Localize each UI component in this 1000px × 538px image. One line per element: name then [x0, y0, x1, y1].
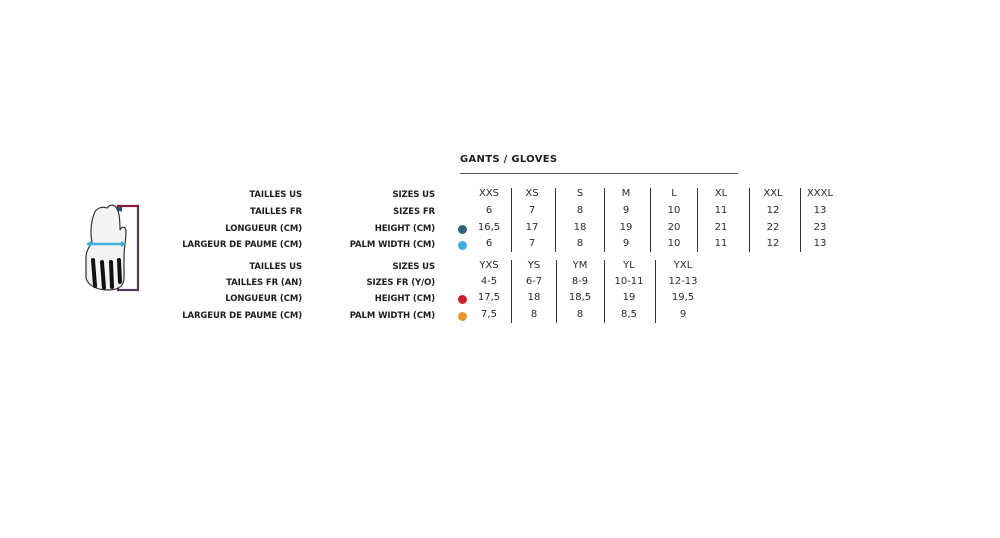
table-cell: XXL [763, 188, 783, 199]
table-cell: YL [623, 260, 635, 271]
table-cell: 10 [667, 238, 681, 249]
table-cell: 8 [576, 205, 584, 216]
table-cell: 23 [813, 222, 827, 233]
table-cell: 11 [714, 238, 728, 249]
table-cell: YS [527, 260, 541, 271]
table-cell: 13 [813, 205, 827, 216]
adult-label-fr: TAILLES FR [250, 207, 302, 217]
table-cell: 4-5 [480, 276, 498, 287]
youth-label-fr: TAILLES FR (AN) [226, 278, 302, 288]
table-cell: 6-7 [525, 276, 543, 287]
column-separator [511, 260, 512, 323]
table-cell: 12 [766, 205, 780, 216]
table-cell: 10 [667, 205, 681, 216]
table-cell: 18,5 [568, 292, 592, 303]
table-cell: 22 [766, 222, 780, 233]
column-separator [604, 188, 605, 252]
table-cell: 20 [667, 222, 681, 233]
column-separator [555, 188, 556, 252]
youth-label-en: SIZES FR (Y/O) [366, 278, 435, 288]
table-cell: 9 [622, 238, 630, 249]
table-cell: XL [714, 188, 728, 199]
adult-label-en: PALM WIDTH (CM) [349, 240, 435, 250]
youth-label-en: PALM WIDTH (CM) [349, 311, 435, 321]
table-cell: YXS [479, 260, 499, 271]
table-cell: 8-9 [571, 276, 589, 287]
table-cell: 12 [766, 238, 780, 249]
youth-label-fr: TAILLES US [249, 262, 302, 272]
adult-label-en: HEIGHT (CM) [374, 224, 435, 234]
table-cell: M [621, 188, 631, 199]
table-cell: 8,5 [621, 309, 637, 320]
table-cell: 8 [576, 309, 584, 320]
table-cell: 12-13 [668, 276, 698, 287]
adult-label-fr: LARGEUR DE PAUME (CM) [182, 240, 302, 250]
adult-label-en: SIZES FR [393, 207, 435, 217]
table-cell: 18 [573, 222, 587, 233]
column-separator [556, 260, 557, 323]
title-rule [460, 173, 738, 174]
table-cell: S [576, 188, 584, 199]
table-cell: 10-11 [614, 276, 644, 287]
adult-label-fr: TAILLES US [249, 190, 302, 200]
table-cell: 11 [714, 205, 728, 216]
table-cell: 8 [576, 238, 584, 249]
adult-label-en: SIZES US [392, 190, 435, 200]
table-cell: YXL [673, 260, 693, 271]
table-cell: 17,5 [477, 292, 501, 303]
column-separator [511, 188, 512, 252]
table-cell: XXXL [806, 188, 834, 199]
adult-height-dot [458, 225, 467, 234]
youth-label-en: SIZES US [392, 262, 435, 272]
column-separator [697, 188, 698, 252]
table-cell: 9 [679, 309, 687, 320]
adult-palm-dot [458, 241, 467, 250]
table-cell: 6 [485, 238, 493, 249]
table-cell: 9 [622, 205, 630, 216]
table-cell: XS [525, 188, 539, 199]
youth-label-en: HEIGHT (CM) [374, 294, 435, 304]
table-cell: XXS [478, 188, 500, 199]
youth-label-fr: LARGEUR DE PAUME (CM) [182, 311, 302, 321]
table-cell: 19 [619, 222, 633, 233]
table-cell: 6 [485, 205, 493, 216]
table-cell: YM [572, 260, 588, 271]
chart-title: GANTS / GLOVES [460, 154, 558, 165]
table-cell: 7 [528, 238, 536, 249]
column-separator [604, 260, 605, 323]
table-cell: 21 [714, 222, 728, 233]
table-cell: 7,5 [481, 309, 497, 320]
table-cell: 18 [527, 292, 541, 303]
table-cell: 17 [525, 222, 539, 233]
column-separator [749, 188, 750, 252]
table-cell: 16,5 [477, 222, 501, 233]
table-cell: 19 [622, 292, 636, 303]
column-separator [655, 260, 656, 323]
column-separator [800, 188, 801, 252]
youth-height-dot [458, 295, 467, 304]
youth-palm-dot [458, 312, 467, 321]
adult-label-fr: LONGUEUR (CM) [225, 224, 302, 234]
table-cell: L [671, 188, 677, 199]
table-cell: 13 [813, 238, 827, 249]
table-cell: 8 [530, 309, 538, 320]
youth-label-fr: LONGUEUR (CM) [225, 294, 302, 304]
table-cell: 19,5 [671, 292, 695, 303]
table-cell: 7 [528, 205, 536, 216]
column-separator [650, 188, 651, 252]
